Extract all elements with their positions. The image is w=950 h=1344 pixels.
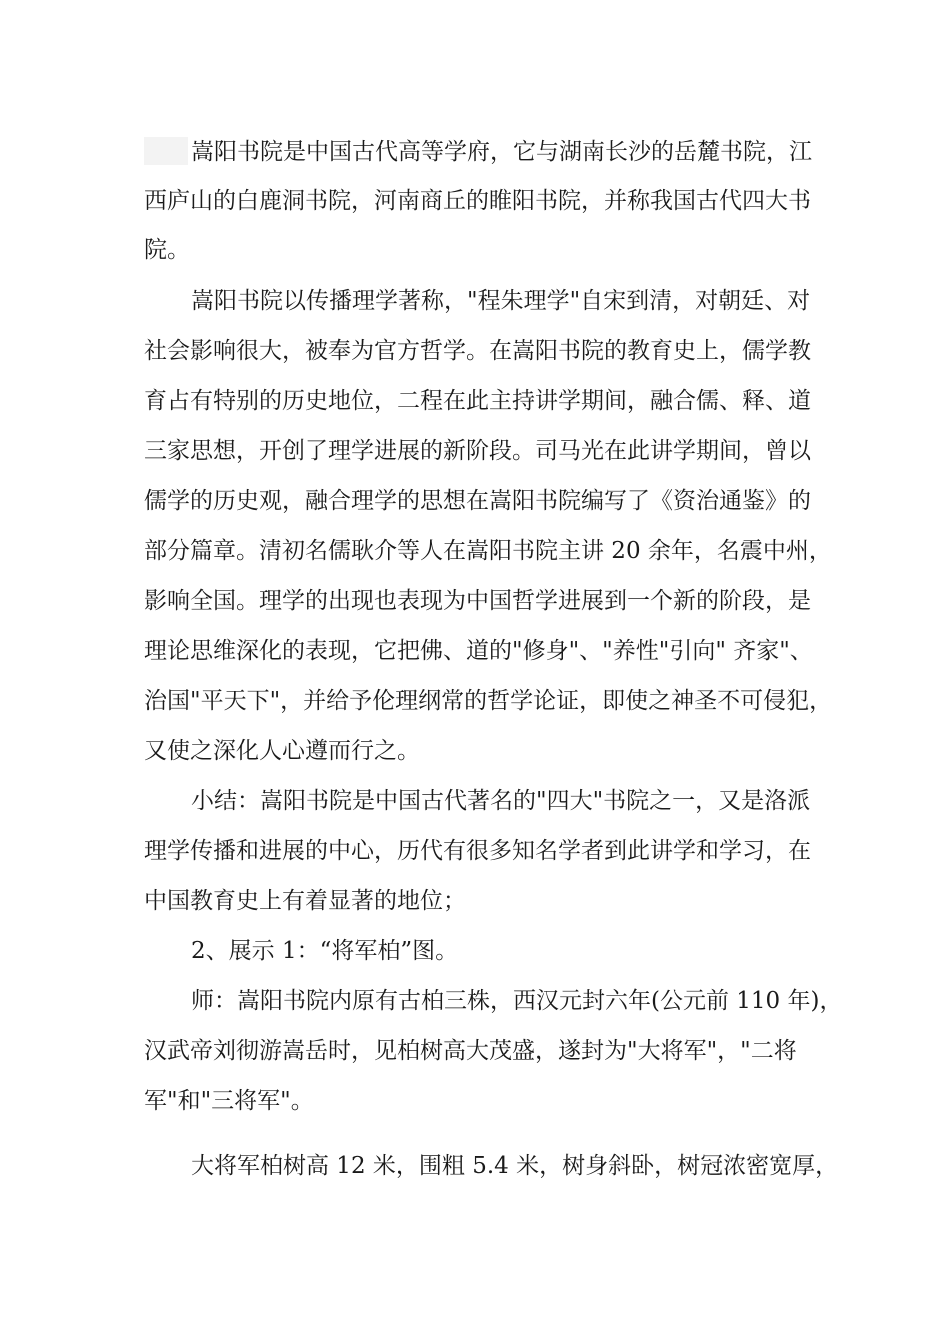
text-line-3: 院。 [144,237,190,263]
text-line-9: 部分篇章。清初名儒耿介等人在嵩阳书院主讲 20 余年，名震中州， [144,538,832,564]
highlight-mark [144,137,188,165]
text-line-13: 又使之深化人心遵而行之。 [144,738,420,764]
text-line-6: 育占有特别的历史地位，二程在此主持讲学期间，融合儒、释、道 [144,388,811,414]
text-line-4: 嵩阳书院以传播理学著称，"程朱理学"自宋到清，对朝廷、对 [191,288,811,314]
text-line-10: 影响全国。理学的出现也表现为中国哲学进展到一个新的阶段，是 [144,588,811,614]
text-line-15: 理学传播和进展的中心，历代有很多知名学者到此讲学和学习，在 [144,838,811,864]
text-line-2: 西庐山的白鹿洞书院，河南商丘的睢阳书院，并称我国古代四大书 [144,188,811,214]
text-line-18: 师：嵩阳书院内原有古柏三株，西汉元封六年(公元前 110 年)， [191,988,843,1014]
text-line-11: 理论思维深化的表现，它把佛、道的"修身"、"养性"引向" 齐家"、 [144,638,813,664]
text-line-14: 小结：嵩阳书院是中国古代著名的"四大"书院之一，又是洛派 [191,788,811,814]
text-line-1: 嵩阳书院是中国古代高等学府，它与湖南长沙的岳麓书院，江 [191,139,812,165]
text-line-17: 2、展示 1：“将军柏”图。 [191,938,459,964]
text-line-8: 儒学的历史观，融合理学的思想在嵩阳书院编写了《资治通鉴》的 [144,488,811,514]
text-line-16: 中国教育史上有着显著的地位； [144,888,466,914]
text-line-19: 汉武帝刘彻游嵩岳时，见柏树高大茂盛，遂封为"大将军"，"二将 [144,1038,797,1064]
text-line-21: 大将军柏树高 12 米，围粗 5.4 米，树身斜卧，树冠浓密宽厚， [191,1153,839,1179]
text-line-5: 社会影响很大，被奉为官方哲学。在嵩阳书院的教育史上，儒学教 [144,338,811,364]
text-line-20: 军"和"三将军"。 [144,1088,314,1114]
text-line-7: 三家思想，开创了理学进展的新阶段。司马光在此讲学期间，曾以 [144,438,811,464]
text-line-12: 治国"平天下"，并给予伦理纲常的哲学论证，即使之神圣不可侵犯， [144,688,833,714]
